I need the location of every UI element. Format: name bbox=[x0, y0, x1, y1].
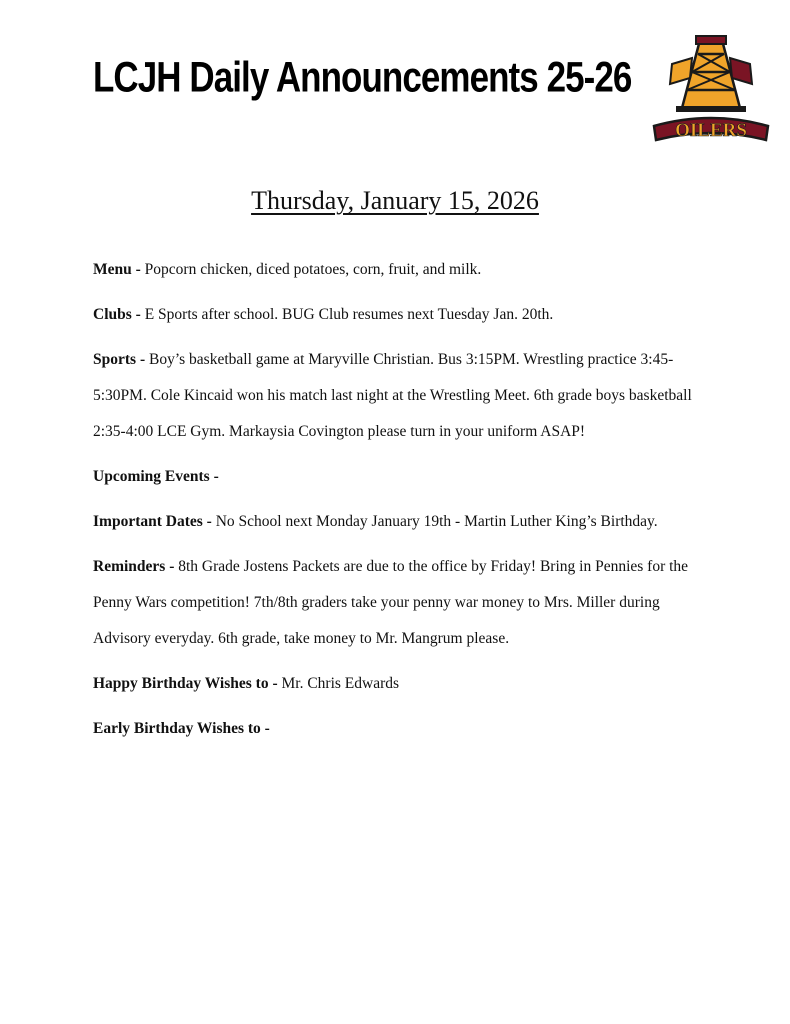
menu-label: Menu - bbox=[93, 261, 141, 278]
announcement-date: Thursday, January 15, 2026 bbox=[251, 186, 539, 215]
oilers-logo bbox=[650, 34, 772, 144]
announcement-content bbox=[93, 252, 703, 756]
page-title: LCJH Daily Announcements 25-26 bbox=[93, 54, 632, 102]
sports-label: Sports - bbox=[93, 351, 146, 368]
sports-text: Boy’s basketball game at Maryville Christian. Bus 3:15PM. Wrestling practice 3:45-5:30PM. Cole Kincaid won his match last night at the Wrestling Meet. 6th grade boys basketball 2:35-4:00 LCE Gym. Markaysia Covington please turn in your uniform ASAP! bbox=[93, 351, 692, 440]
oilers-wordmark bbox=[654, 118, 768, 141]
clubs-section bbox=[93, 297, 703, 333]
menu-text: Popcorn chicken, diced potatoes, corn, fruit, and milk. bbox=[144, 261, 482, 278]
important-dates-label: Important Dates - bbox=[93, 513, 212, 530]
oil-derrick-icon bbox=[670, 36, 752, 112]
reminders-section bbox=[93, 549, 703, 657]
birthday-text: Mr. Chris Edwards bbox=[281, 675, 400, 692]
early-birthday-label: Early Birthday Wishes to - bbox=[93, 720, 270, 737]
svg-text:OILERS: OILERS bbox=[675, 120, 747, 141]
menu-section bbox=[93, 252, 703, 288]
important-dates-section bbox=[93, 504, 703, 540]
reminders-label: Reminders - bbox=[93, 558, 175, 575]
birthday-section bbox=[93, 666, 703, 702]
sports-section bbox=[93, 342, 703, 450]
birthday-label: Happy Birthday Wishes to - bbox=[93, 675, 278, 692]
reminders-text: 8th Grade Jostens Packets are due to the office by Friday! Bring in Pennies for the Penny Wars competition! 7th/8th graders take your penny war money to Mrs. Miller during Advisory everyday. 6th grade, take money to Mr. Mangrum please. bbox=[93, 558, 689, 647]
early-birthday-section bbox=[93, 711, 703, 747]
upcoming-events-section bbox=[93, 459, 703, 495]
clubs-text: E Sports after school. BUG Club resumes next Tuesday Jan. 20th. bbox=[144, 306, 554, 323]
important-dates-text: No School next Monday January 19th - Martin Luther King’s Birthday. bbox=[215, 513, 658, 530]
upcoming-events-label: Upcoming Events - bbox=[93, 468, 219, 485]
clubs-label: Clubs - bbox=[93, 306, 141, 323]
